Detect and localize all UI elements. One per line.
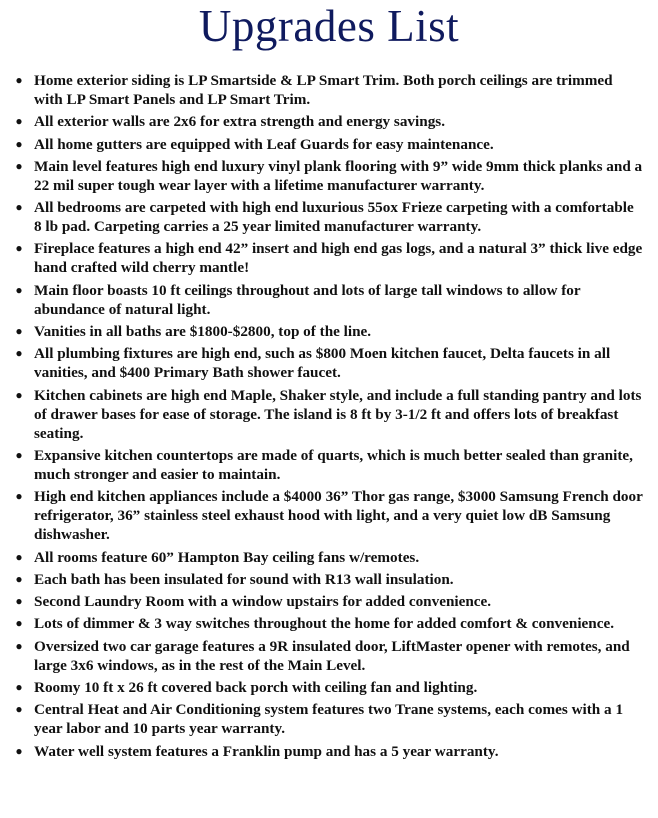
page-title: Upgrades List xyxy=(198,1,460,51)
bullet-icon: ● xyxy=(15,594,23,609)
list-item xyxy=(0,487,658,544)
list-item xyxy=(0,700,658,738)
bullet-icon: ● xyxy=(15,241,23,256)
list-item xyxy=(0,678,658,697)
list-item-text: Each bath has been insulated for sound with R13 wall insulation. xyxy=(34,570,454,588)
list-item-text: Fireplace features a high end 42” insert and high end gas logs, and a natural 3” thick live edge hand crafted wild cherry mantle! xyxy=(34,240,643,277)
bullet-icon: ● xyxy=(15,638,23,653)
list-item-text: All plumbing fixtures are high end, such as $800 Moen kitchen faucet, Delta faucets in all vanities, and $400 Primary Bath shower faucet. xyxy=(34,345,611,382)
bullet-icon: ● xyxy=(15,680,23,695)
bullet-icon: ● xyxy=(15,73,23,87)
bullet-icon: ● xyxy=(15,616,23,631)
list-item-text: Second Laundry Room with a window upstairs for added convenience. xyxy=(34,593,492,611)
bullet-icon: ● xyxy=(15,282,23,297)
list-item xyxy=(0,742,658,761)
list-item xyxy=(0,198,658,236)
list-item-text: Expansive kitchen countertops are made of quarts, which is much better sealed than granite, much stronger and easier to maintain. xyxy=(34,446,633,483)
bullet-icon: ● xyxy=(15,114,23,129)
list-item-text: Vanities in all baths are $1800-$2800, top of the line. xyxy=(34,323,372,341)
list-item-text: Kitchen cabinets are high end Maple, Shaker style, and include a full standing pantry and lots of drawer bases for ease of storage. The island is 8 ft by 3-1/2 ft and offers lots of breakfast seating. xyxy=(34,386,642,442)
list-item-text: Home exterior siding is LP Smartside & LP Smart Trim. Both porch ceilings are trimmed with LP Smart Panels and LP Smart Trim. xyxy=(34,72,613,108)
list-item-text: Roomy 10 ft x 26 ft covered back porch with ceiling fan and lighting. xyxy=(34,679,478,697)
list-item-text: Oversized two car garage features a 9R insulated door, LiftMaster opener with remotes, and large 3x6 windows, as in the rest of the Main Level. xyxy=(34,637,630,674)
list-item-text: High end kitchen appliances include a $4000 36” Thor gas range, $3000 Samsung French door refrigerator, 36” stainless steel exhaust hood with light, and a very quiet low dB Samsung dishwasher. xyxy=(34,488,643,544)
list-item-text: All rooms feature 60” Hampton Bay ceiling fans w/remotes. xyxy=(34,548,420,566)
bullet-icon: ● xyxy=(15,447,23,462)
list-item-text: All bedrooms are carpeted with high end luxurious 55ox Frieze carpeting with a comfortable 8 lb pad. Carpeting carries a 25 year limited manufacturer warranty. xyxy=(34,199,634,236)
list-item xyxy=(0,135,658,154)
list-item-text: All home gutters are equipped with Leaf Guards for easy maintenance. xyxy=(34,135,494,153)
list-item xyxy=(0,386,658,443)
list-item xyxy=(0,614,658,633)
bullet-icon: ● xyxy=(15,158,23,173)
list-item xyxy=(0,112,658,131)
list-item xyxy=(0,637,658,675)
list-item-text: Lots of dimmer & 3 way switches throughout the home for added comfort & convenience. xyxy=(34,615,615,633)
bullet-icon: ● xyxy=(15,324,23,339)
list-item xyxy=(0,157,658,195)
bullet-icon: ● xyxy=(15,346,23,361)
bullet-icon: ● xyxy=(15,571,23,586)
bullet-icon: ● xyxy=(15,549,23,564)
list-item xyxy=(0,322,658,341)
list-item xyxy=(0,570,658,589)
list-item xyxy=(0,548,658,567)
bullet-icon: ● xyxy=(15,489,23,504)
bullet-icon: ● xyxy=(15,136,23,151)
bullet-icon: ● xyxy=(15,200,23,215)
bullet-icon: ● xyxy=(15,387,23,402)
list-item-text: Central Heat and Air Conditioning system features two Trane systems, each comes with a 1 year labor and 10 parts year warranty. xyxy=(34,701,624,738)
list-item xyxy=(0,281,658,319)
list-item xyxy=(0,71,658,109)
list-item xyxy=(0,592,658,611)
upgrades-list xyxy=(0,71,658,764)
list-item xyxy=(0,446,658,484)
list-item xyxy=(0,239,658,277)
list-item-text: Water well system features a Franklin pump and has a 5 year warranty. xyxy=(34,742,499,760)
bullet-icon: ● xyxy=(15,702,23,717)
list-item-text: All exterior walls are 2x6 for extra strength and energy savings. xyxy=(34,113,445,131)
list-item xyxy=(0,344,658,382)
list-item-text: Main level features high end luxury vinyl plank flooring with 9” wide 9mm thick planks and a 22 mil super tough wear layer with a lifetime manufacturer warranty. xyxy=(34,157,643,194)
list-item-text: Main floor boasts 10 ft ceilings throughout and lots of large tall windows to allow for abundance of natural light. xyxy=(34,281,581,318)
bullet-icon: ● xyxy=(15,743,23,758)
